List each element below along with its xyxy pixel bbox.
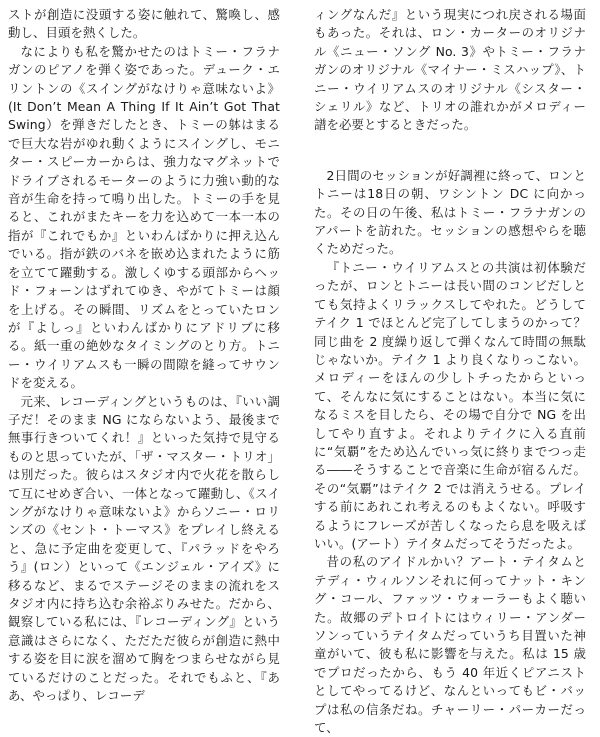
paragraph: 昔の私のアイドルかい？アート・テイタムとテディ・ウィルソンそれに何ってナット・キング・コール、ファッツ・ウォーラーもよく聴いた。故郷のデトロイトにはウィリー・アンダーソンっていうテイタムだっていうち目置いた神童がいて、彼も私に影響を与えた。私は 15 歳でプロだったから、もう 40 年近くピアニストとしてやってるけど、なんといってもビ・バップは私の信条だね。チャーリー・パーカーだって、 xyxy=(314,554,586,736)
paragraph: 元来、レコーディングというものは、『いい調子だ！そのまま NG にならないよう、最後まで無事行きついてくれ！』といった気持で見守るものと思っていたが、「ザ・マスター・トリオ」は別だった。彼らはスタジオ内で火花を散らして互にせめぎ合い、一体となって躍動し、《スイングがなけりゃ意味ないよ》からソニー・ロリンズの《セント・トーマス》をプレイし終えると、急に予定曲を変更して、『パラッドをやろう』(ロン）といって《エンジェル・アイズ》に移るなど、まるでステージそのままの流れをスタジオ内に持ち込む余裕ぶりみせた。だから、観察している私には、『レコーディング』という意識はさらになく、ただただ彼らが創造に熱中する姿を目に涙を溜めて胸をつまらせながら見ているだけのことだった。それでもふと、『ああ、やっぱり、レコーデ xyxy=(8,393,280,704)
paragraph: ィングなんだ』という現実につれ戻される場面もあった。それは、ロン・カーターのオリジナル《ニュー・ソング No. 3》やトミー・フラナガンのオリジナル《マイナー・ミスハップ》、トニー・ウイリアムスのオリジナル《シスター・シェリル》など、トリオの誰れかがメロディー譜を必要とするときだった。 xyxy=(314,7,586,133)
paragraph: 2日間のセッションが好調裡に終って、ロンとトニーは18日の朝、ワシントン DC に向かった。その日の午後、私はトミー・フラナガンのアパートを訪れた。セッションの感想やらを聴くためだった。 xyxy=(314,167,586,257)
paragraph: ストが創造に没頭する姿に触れて、驚喚し、感動し、目頭を熱くした。 xyxy=(8,7,280,41)
section-gap xyxy=(314,135,586,167)
paragraph: 『トニー・ウイリアムスとの共演は初体験だったが、ロンとトニーは長い間のコンビだしとても気持よくリラックスしてやれた。どうしてテイク 1 でほとんど完了してしまうのかって？同じ曲を 2 度繰り返して弾くなんて時間の無駄じゃないか。テイク 1 より良くなりっこない。メロディーをほんの少しトチったからといって、そんなに気にすることはない。本当に気になるミスを目したら、その場で自分で NG を出してやり直すよ。それよりテイクに入る直前に“気覇”をため込んでいっ気に終りまでつっ走る――そうすることで音楽に生命が宿るんだ。その“気覇”はテイク 2 では消えうせる。プレイする前にあれこれ考えるのもよくない。呼吸するようにフレーズが苦しくなったら息を吸えばいい。(アート）テイタムだってそうだったよ。 xyxy=(314,259,586,551)
right-text-column xyxy=(314,6,586,737)
left-text-column xyxy=(8,6,280,705)
paragraph: なによりも私を驚かせたのはトミー・フラナガンのピアノを弾く姿であった。デューク・エリントンの《スイングがなけりゃ意味ないよ》(It Don’t Mean A Thing If It Ain’t Got That Swing）を弾きだしたとき、トミーの躰はまるで巨大な岩がゆれ動くようにスイングし、モニター・スピーカーからは、強力なマグネットでドライブされるモーターのように力強い動的な音が生命を持って鳴り出した。トミーの手を見ると、これがまたキーを力を込めて一本一本の指が『これでもか』といわんばかりに押え込んでいる。指が鉄のバネを嵌め込まれたように筋を立てて躍動する。激しくゆする頭部からヘッド・フォーンはずれてゆき、やがてトミーは顔を上げる。その瞬間、リズムをとっていたロンが『よしっ』といわんばかりにアドリブに移る。紙一重の絶妙なタイミングのとり方。トニー・ウイリアムスも一瞬の間隙を縫ってサウンドを変える。 xyxy=(8,43,280,391)
